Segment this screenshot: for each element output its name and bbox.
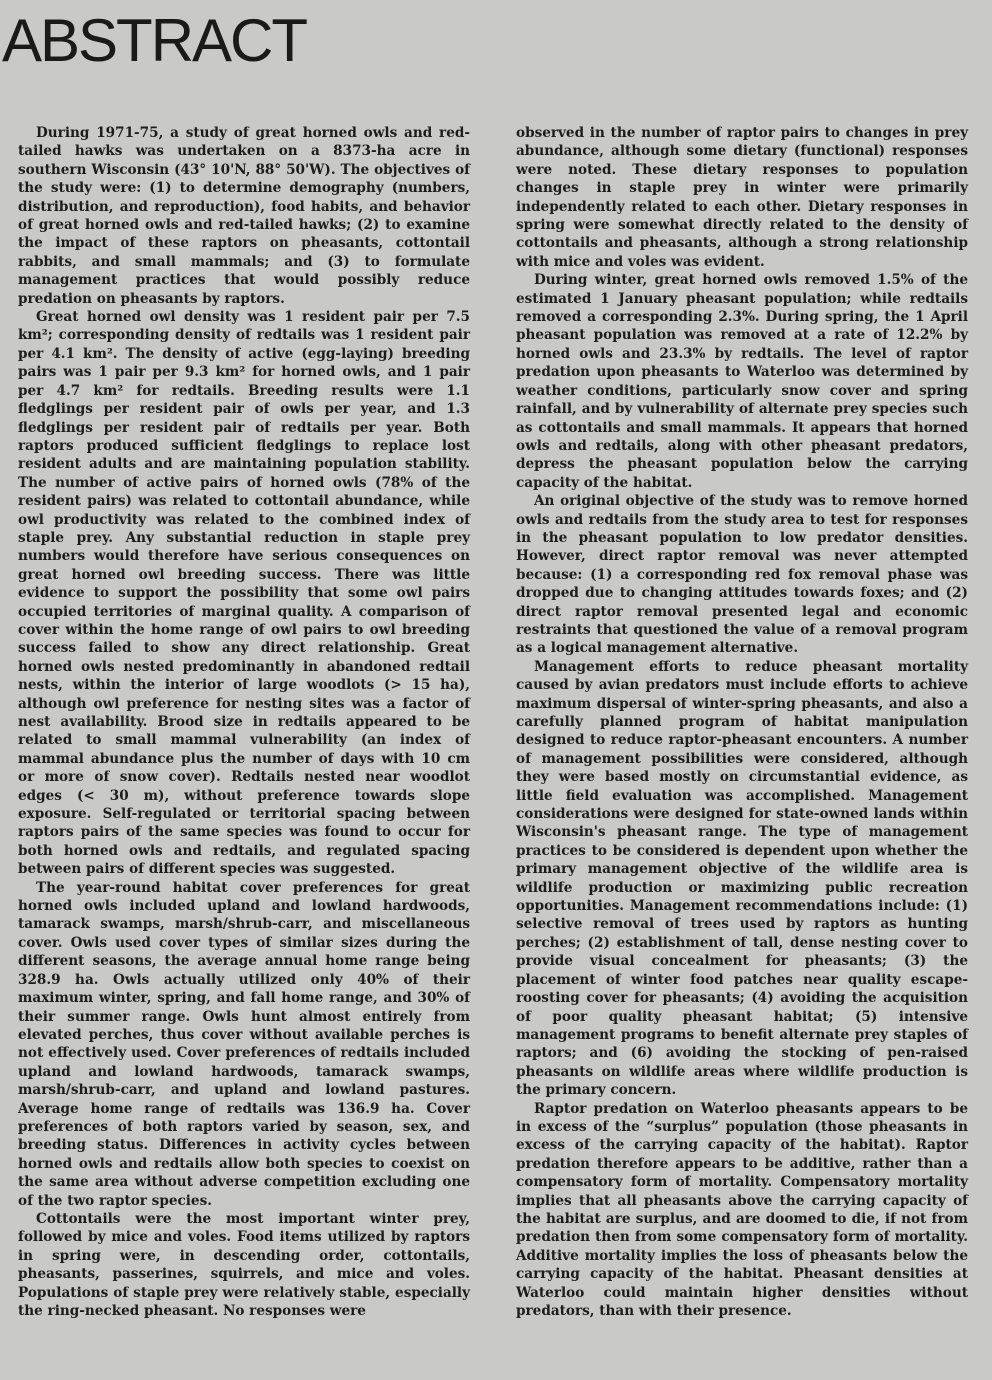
paragraph: During winter, great horned owls removed 1.5% of the estimated 1 January pheasant population; while redtails removed a corresponding 2.3%. During spring, the 1 April pheasant population was removed at a rate of 12.2% by horned owls and 23.3% by redtails. The level of raptor predation upon pheasants to Waterloo was determined by weather conditions, particularly snow cover and spring rainfall, and by vulnerability of alternate prey species such as cottontails and small mammals. It appears that horned owls and redtails, along with other pheasant predators, depress the pheasant population below the carrying capacity of the habitat.	[516, 272, 968, 491]
paragraph: Great horned owl density was 1 resident pair per 7.5 km²; corresponding density of redtails was 1 resident pair per 4.1 km². The density of active (egg-laying) breeding pairs was 1 pair per 9.3 km² for horned owls, and 1 pair per 4.7 km² for redtails. Breeding results were 1.1 fledglings per resident pair of owls per year, and 1.3 fledglings per resident pair of redtails per year. Both raptors produced sufficient fledglings to replace lost resident adults and are maintaining population stability. The number of active pairs of horned owls (78% of the resident pairs) was related to cottontail abundance, while owl productivity was related to the combined index of staple prey. Any substantial reduction in staple prey numbers would therefore have serious consequences on great horned owl breeding success. There was little evidence to support the possibility that some owl pairs occupied territories of marginal quality. A comparison of cover within the home range of owl pairs to owl breeding success failed to show any direct relationship. Great horned owls nested predominantly in abandoned redtail nests, within the interior of large woodlots (> 15 ha), although owl preference for nesting sites was a factor of nest availability. Brood size in redtails appeared to be related to small mammal vulnerability (an index of mammal abundance plus the number of days with 10 cm or more of snow cover). Redtails nested near woodlot edges (< 30 m), without preference towards slope exposure. Self-regulated or territorial spacing between raptors pairs of the same species was found to occur for both horned owls and redtails, and regulated spacing between pairs of different species was suggested.	[18, 309, 470, 878]
paragraph: The year-round habitat cover preferences for great horned owls included upland and lowland hardwoods, tamarack swamps, marsh/shrub-carr, and miscellaneous cover. Owls used cover types of similar sizes during the different seasons, the average annual home range being 328.9 ha. Owls actually utilized only 40% of their maximum winter, spring, and fall home range, and 30% of their summer range. Owls hunt almost entirely from elevated perches, thus cover without available perches is not effectively used. Cover preferences of redtails included upland and lowland hardwoods, tamarack swamps, marsh/shrub-carr, and upland and lowland pastures. Average home range of redtails was 136.9 ha. Cover preferences of both raptors varied by season, sex, and breeding status. Differences in activity cycles between horned owls and redtails allow both species to coexist on the same area without adverse competition excluding one of the two raptor species.	[18, 879, 470, 1209]
left-column	[18, 124, 470, 1320]
paragraph: observed in the number of raptor pairs to changes in prey abundance, although some dietary (functional) responses were noted. These dietary responses to population changes in staple prey in winter were primarily independently related to each other. Dietary responses in spring were somewhat directly related to the density of cottontails and pheasants, although a strong relationship with mice and voles was evident.	[516, 125, 968, 270]
paragraph: Raptor predation on Waterloo pheasants appears to be in excess of the “surplus” population (those pheasants in excess of the carrying capacity of the habitat). Raptor predation therefore appears to be additive, rather than a compensatory form of mortality. Compensatory mortality implies that all pheasants above the carrying capacity of the habitat are surplus, and are doomed to die, if not from predation then from some compensatory form of mortality. Additive mortality implies the loss of pheasants below the carrying capacity of the habitat. Pheasant densities at Waterloo could maintain higher densities without predators, than with their presence.	[516, 1100, 968, 1319]
paragraph: An original objective of the study was to remove horned owls and redtails from the study area to test for responses in the pheasant population to low predator densities. However, direct raptor removal was never attempted because: (1) a corresponding red fox removal phase was dropped due to changing attitudes towards foxes; and (2) direct raptor removal presented legal and economic restraints that questioned the value of a removal program as a logical management alternative.	[516, 493, 968, 657]
paragraph: Cottontails were the most important winter prey, followed by mice and voles. Food items utilized by raptors in spring were, in descending order, cottontails, pheasants, passerines, squirrels, and mice and voles. Populations of staple prey were relatively stable, especially the ring-necked pheasant. No responses were	[18, 1210, 470, 1319]
paragraph: Management efforts to reduce pheasant mortality caused by avian predators must include efforts to achieve maximum dispersal of winter-spring pheasants, and also a carefully planned program of habitat manipulation designed to reduce raptor-pheasant encounters. A number of management possibilities were considered, although they were based mostly on circumstantial evidence, as little field evaluation was accomplished. Management considerations were designed for state-owned lands within Wisconsin's pheasant range. The type of management practices to be considered is dependent upon whether the primary management objective of the wildlife area is wildlife production or maximizing public recreation opportunities. Management recommendations include: (1) selective removal of trees used by raptors as hunting perches; (2) establishment of tall, dense nesting cover to provide visual concealment for pheasants; (3) the placement of winter food patches near quality escape-roosting cover for pheasants; (4) avoiding the acquisition of poor quality pheasant habitat; (5) intensive management programs to benefit alternate prey staples of raptors; and (6) avoiding the stocking of pen-raised pheasants on wildlife areas where wildlife production is the primary concern.	[516, 658, 968, 1099]
paragraph: During 1971-75, a study of great horned owls and red-tailed hawks was undertaken on a 8373-ha acre in southern Wisconsin (43° 10'N, 88° 50'W). The objectives of the study were: (1) to determine demography (numbers, distribution, and reproduction), food habits, and behavior of great horned owls and red-tailed hawks; (2) to examine the impact of these raptors on pheasants, cottontail rabbits, and small mammals; and (3) to formulate management practices that would possibly reduce predation on pheasants by raptors.	[18, 125, 470, 307]
right-column	[516, 124, 968, 1320]
page-title: ABSTRACT	[2, 7, 307, 74]
